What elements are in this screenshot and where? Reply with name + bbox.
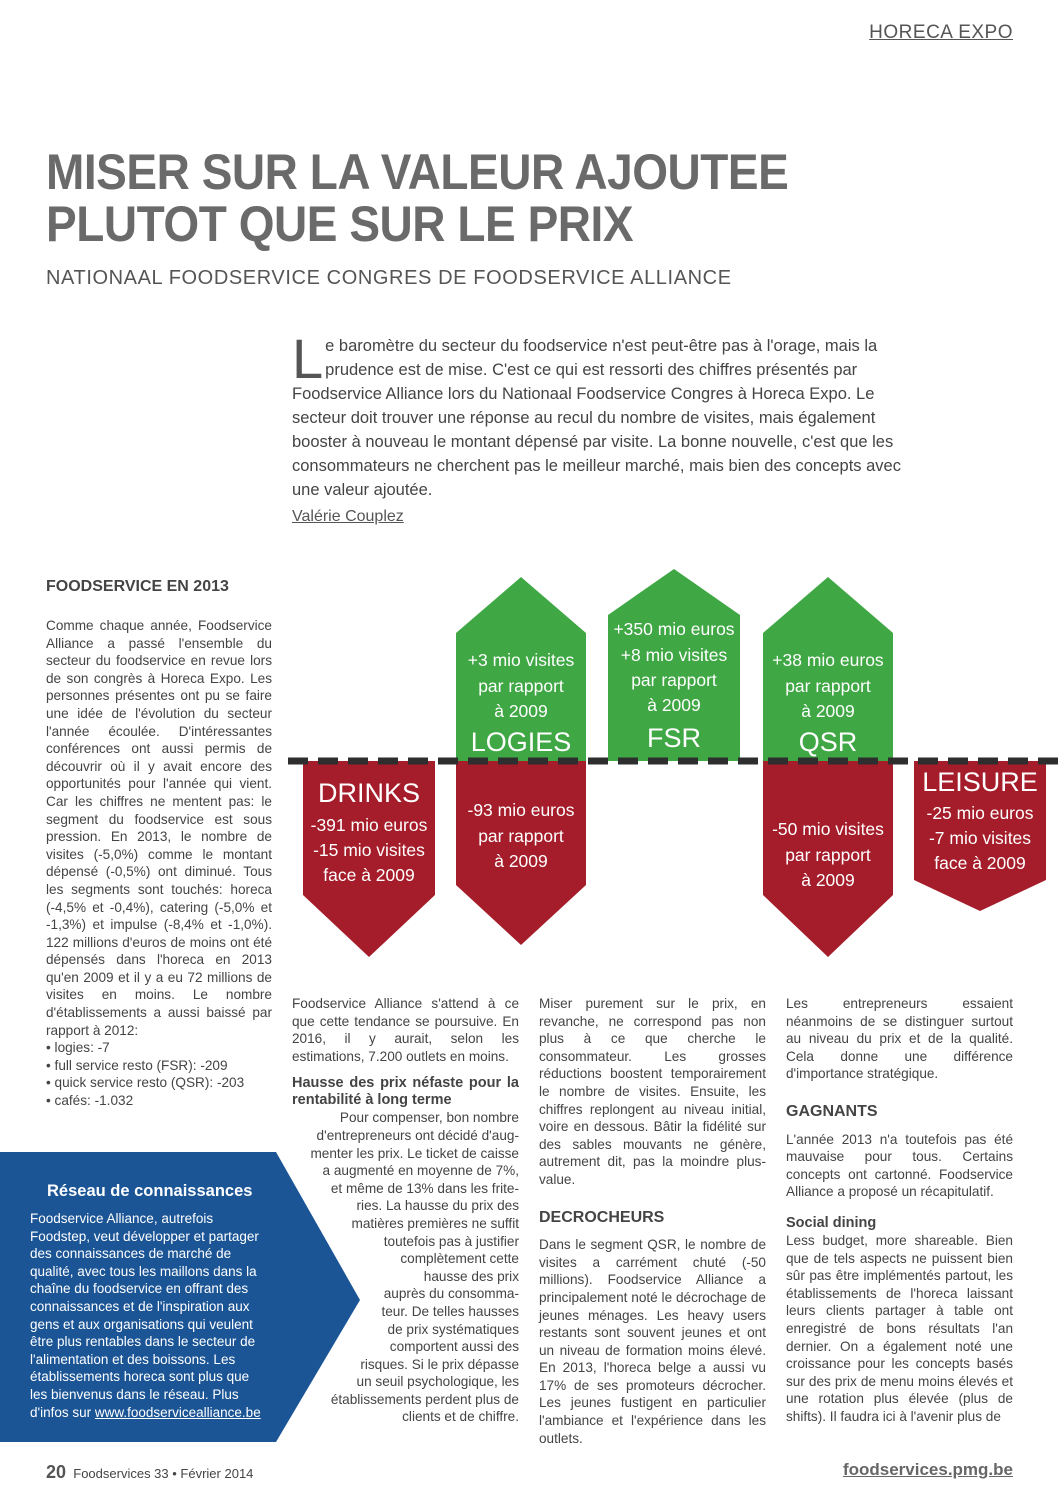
logies-up-line-2: par rapport [478,676,564,696]
intro-text: e baromètre du secteur du foodservice n'est peut-être pas à l'orage, mais la prudence est de mise. C'est ce qui est ressorti des chiffres présentés par Foodservice Alliance lors du Nationaal Foodservice Congres à Horeca Expo. Le secteur doit trouver une réponse au recul du nombre de visites, mais également booster à nouveau le montant dépensé par visite. La bonne nouvelle, c'est que les consommateurs ne cherchent pas le meilleur marché, mais bien des concepts avec une valeur ajoutée. [292,337,901,499]
text-line: complètement cette [400,1251,519,1267]
text-line: auprès du consomma- [383,1286,519,1302]
footer-site-link[interactable]: foodservices.pmg.be [842,1460,1013,1479]
sidebar-paragraph: Foodservice Alliance, autrefois Foodstep, veut développer et partager des connaissances de marché de qualité, avec tous les maillons dans la chaîne du foodservice en offrant des connaissances et de l'inspiration aux gens et aux organisations qui veulent être plus rentables dans le secteur de l'alimentation et des boissons. Les établissements horeca sont plus que les bienvenus dans le réseau. Plus d'infos sur [30,1211,259,1420]
text-line: de prix systématiques [387,1321,519,1337]
col3-paragraph-2: Dans le segment QSR, le nombre de visites a carrément chuté (-50 millions). Foodservice Alliance a principalement noté le décrochage de jeunes ménages. Les heavy users restants sont souvent jeunes et ont un niveau de formation moins élevé. En 2013, l'horeca belge a aussi vu 17% de ses promoteurs décrocher. Les jeunes fustigent en particulier l'ambiance et l'expérience dans les outlets. [539,1237,766,1446]
col4-paragraph-1: Les entrepreneurs essaient néanmoins de se distinguer surtout au niveau du prix et de la qualité. Cela donne une différence d'importance stratégique. [786,996,1013,1082]
text-line: risques. Si le prix dépasse [360,1356,519,1372]
col4-text [786,995,1013,1425]
text-line: menter les prix. Le ticket de caisse [310,1145,519,1161]
col2-text [292,995,519,1426]
text-line: Pour compenser, bon nombre [339,1110,519,1126]
fsr-line-3: par rapport [631,670,717,690]
footer-left [46,1462,253,1483]
sidebar-title: Réseau de connaissances [47,1182,253,1200]
col3-text [539,995,766,1447]
col2-subheading: Hausse des prix néfaste pour la rentabilité à long terme [292,1075,519,1109]
text-line: ries. La hausse du prix des [356,1198,519,1214]
logies-up-line-1: +3 mio visites [467,650,575,670]
text-line: matières premières ne suffit [351,1215,519,1231]
text-line: toutefois pas à justifier [383,1233,519,1249]
logies-down-line-2: par rapport [478,826,564,846]
fsr-label: FSR [647,723,701,753]
article-intro [292,327,917,502]
author-name[interactable]: Valérie Couplez [292,508,404,525]
text-line: d'entrepreneurs ont décidé d'aug- [316,1127,519,1143]
title-line-2: PLUTOT QUE SUR LE PRIX [46,196,634,252]
drinks-line-3: face à 2009 [323,865,415,885]
col4-heading: GAGNANTS [786,1102,878,1120]
page-number: 20 [46,1462,67,1482]
text-line: comportent aussi des [389,1339,519,1355]
list-item: • cafés: -1.032 [46,1092,272,1110]
text-line: un seuil psychologique, les [356,1374,519,1390]
sidebar-text [30,1210,266,1421]
segment-qsr [763,577,893,957]
establishments-list [46,1039,272,1109]
title-line-1: MISER SUR LA VALEUR AJOUTEE [46,144,789,200]
qsr-label: QSR [798,727,858,757]
segment-drinks [303,761,435,957]
col4-paragraph-3: Less budget, more shareable. Bien que de tels aspects ne puissent bien sûr pas être implémentés partout, les établissements de l'horeca laissant leurs clients partager à table ont enregistré de bons résultats l'an dernier. On a également noté une croissance pour les concepts basés sur des prix de menu moins élevés et une rotation plus élevée (plus de shifts). Il faudra ici à l'avenir plus de [786,1232,1013,1424]
col2-wrapped-text [292,1109,519,1426]
text-line: a augmenté en moyenne de 7%, [322,1163,519,1179]
qsr-down-line-1: -50 mio visites [772,819,884,839]
text-line: et même de 13% dans les frite- [330,1180,519,1196]
fsr-line-2: +8 mio visites [620,645,728,665]
list-item: • quick service resto (QSR): -203 [46,1074,272,1092]
leisure-line-3: face à 2009 [934,853,1026,873]
article-subtitle: NATIONAAL FOODSERVICE CONGRES DE FOODSERVICE ALLIANCE [46,267,732,289]
col3-heading: DECROCHEURS [539,1208,665,1226]
drinks-line-1: -391 mio euros [310,815,428,835]
fsr-line-1: +350 mio euros [613,619,735,639]
drop-cap: L [292,327,324,390]
col1-text [46,617,272,1110]
qsr-down-line-2: par rapport [785,845,871,865]
logies-label: LOGIES [470,727,572,757]
text-line: clients et de chiffre. [402,1409,519,1425]
col2-paragraph-1: Foodservice Alliance s'attend à ce que cette tendance se poursuive. En 2016, il y aurait, selon les estimations, 7.200 outlets en moins. [292,996,519,1064]
drinks-label: DRINKS [317,778,421,808]
col1-paragraph: Comme chaque année, Foodservice Alliance a passé l'ensemble du secteur du foodservice en revue lors de son congrès à Horeca Expo. Les personnes présentes ont pu se faire une idée de l'évolution du secteur l'année écoulée. D'intéressantes conférences ont aussi permis de découvrir où il y avait encore des opportunités pour l'année qui vient. Car les chiffres ne mentent pas: le segment du foodservice est sous pression. En 2013, le nombre de visites (-5,0%) comme le montant dépensé (-0,5%) ont diminué. Tous les segments sont touchés: horeca (-4,5% et -0,4%), catering (-5,0% et -1,3%) et impulse (-8,4% et -1,0%). 122 millions d'euros de moins ont été dépensés dans l'horeca en 2013 qu'en 2009 et il y a eu 72 millions de visites en moins. Le nombre d'établissements a aussi baissé par rapport à 2012: [46,618,272,1038]
leisure-line-2: -7 mio visites [928,828,1032,848]
col4-paragraph-2: L'année 2013 n'a toutefois pas été mauvaise pour tous. Certains concepts ont cartonné. Foodservice Alliance a proposé un récapitulatif. [786,1131,1013,1200]
segment-fsr [608,569,740,761]
fsr-line-4: à 2009 [647,695,701,715]
col1-heading: FOODSERVICE EN 2013 [46,578,229,595]
section-tag: HORECA EXPO [869,22,1013,43]
text-line: hausse des prix [423,1268,519,1284]
qsr-up-line-2: par rapport [785,676,871,696]
segment-leisure [914,761,1046,911]
leisure-line-1: -25 mio euros [926,803,1034,823]
issue-info: Foodservices 33 • Février 2014 [73,1466,254,1481]
infographic [280,565,1058,965]
logies-up-line-3: à 2009 [494,701,548,721]
qsr-up-line-3: à 2009 [801,701,855,721]
logies-down-line-1: -93 mio euros [467,800,575,820]
qsr-up-line-1: +38 mio euros [772,650,884,670]
text-line: établissements perdent plus de [330,1391,519,1407]
col4-subheading: Social dining [786,1214,877,1231]
sidebar-link[interactable]: www.foodservicealliance.be [94,1404,261,1420]
article-title [46,146,788,250]
list-item: • logies: -7 [46,1039,272,1057]
leisure-label: LEISURE [922,767,1038,797]
col3-paragraph-1: Miser purement sur le prix, en revanche, ne correspond pas non plus à ce que cherche le consommateur. Les grosses réductions boostent temporairement le nombre de visites. Ensuite, les chiffres replongent au niveau initial, voire en dessous. Bâtir la fidélité sur des sables mouvants ne génère, autrement dit, pas la moindre plus-value. [539,996,766,1187]
qsr-down-line-3: à 2009 [801,870,855,890]
logies-down-line-3: à 2009 [494,851,548,871]
list-item: • full service resto (FSR): -209 [46,1057,272,1075]
text-line: teur. De telles hausses [381,1303,519,1319]
drinks-line-2: -15 mio visites [313,840,425,860]
